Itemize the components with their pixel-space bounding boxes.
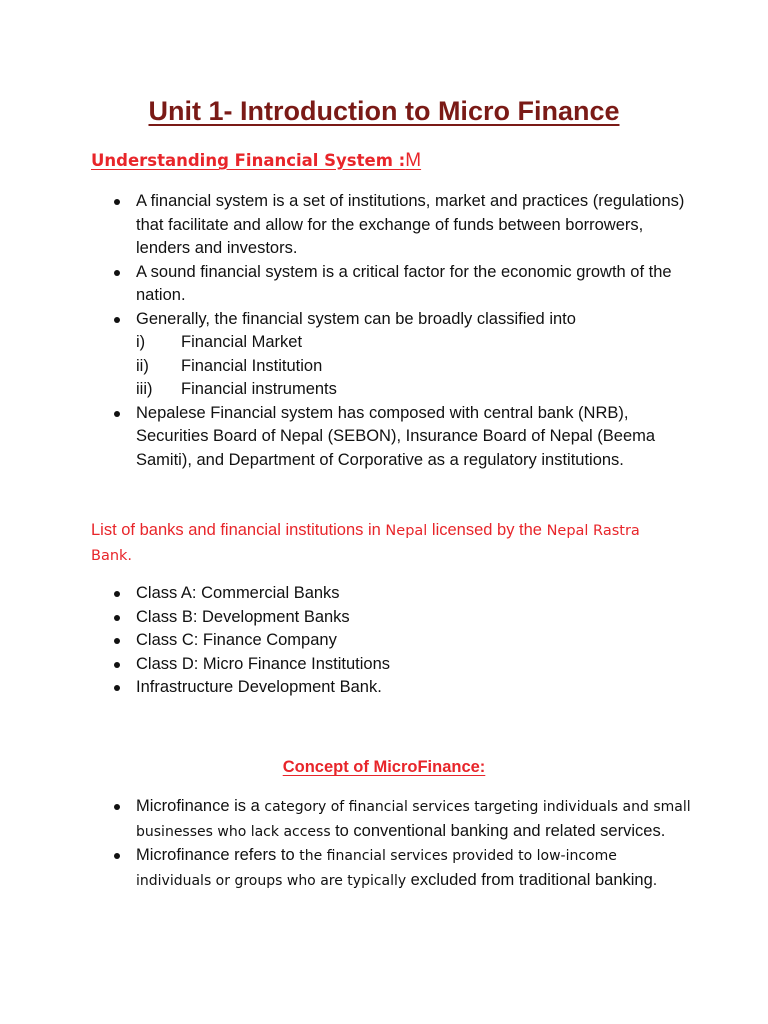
classification-sublist [136,331,696,402]
list-item-text: A sound financial system is a critical factor for the economic growth of the nation. [136,262,672,304]
list-item-text: A financial system is a set of institutions, market and practices (regulations) that facilitate and allow for the exchange of funds between borrowers, lenders and investors. [136,192,685,257]
bullet-icon [114,615,120,621]
sublist-number: iii) [136,380,153,398]
sublist-label: Financial instruments [181,380,337,398]
sublist-number: ii) [136,356,149,375]
intro-nepal: Nepal [385,523,428,539]
bullet-icon [114,638,120,644]
list-item-text: Infrastructure Development Bank. [136,678,382,696]
list-item-text: Class C: Finance Company [136,631,337,649]
section-heading-text: Understanding Financial System : [91,151,406,170]
document-title: Unit 1- Introduction to Micro Finance [148,96,620,126]
bullet-icon [114,317,120,323]
list-item-text: excluded from traditional banking [410,870,653,889]
list-item [0,653,696,677]
list-item-text: Generally, the financial system can be broadly classified into [136,309,576,328]
list-item [0,795,696,844]
list-item [0,190,696,261]
bullet-icon [114,591,120,597]
list-item-text: Class B: Development Banks [136,607,350,626]
list-item-text: Microfinance is a [136,797,265,815]
bank-classes-list [0,582,696,700]
list-item-text: Class D: Micro Finance Institutions [136,654,391,673]
bullet-icon [114,270,120,276]
sublist-item [136,378,696,402]
intro-period: . [127,548,133,564]
sublist-number: i) [136,333,146,351]
list-item [0,261,696,308]
list-item-text: Nepalese Financial system has composed with central bank (NRB), Securities Board of Nepal (SEBON), Insurance Board of Nepal (Beema Samiti), and Department of Corporative as a regulatory institutions. [136,403,656,469]
sublist-label: Financial Market [181,333,303,351]
list-item [0,629,696,653]
sublist-item [136,331,696,355]
list-item-text: Class A: Commercial Banks [136,584,340,602]
section-heading-financial-system [91,150,421,172]
bullet-icon [114,199,120,205]
list-item [0,844,696,893]
list-item [0,606,696,630]
sublist-label: Financial Institution [181,356,323,375]
list-item [0,676,696,700]
sublist-item [136,355,696,379]
list-item-text: to conventional banking and related services. [335,821,666,840]
list-item-text: category of financial services targeting individuals and small businesses who lack access [136,799,691,840]
intro-nepal-rastra-bank: Nepal Rastra Bank [91,523,640,564]
intro-text: licensed by the [427,521,547,539]
financial-system-list [0,190,696,472]
bullet-icon [114,662,120,668]
bullet-icon [114,411,120,417]
section-heading-microfinance: Concept of MicroFinance: [282,758,486,776]
list-item [0,308,696,402]
list-item-text: the financial services provided to low-income individuals or groups who are typically [136,848,617,889]
list-item [0,582,696,606]
bullet-icon [114,853,120,859]
bullet-icon [114,804,120,810]
microfinance-list [0,795,696,893]
bank-list-intro [91,518,671,568]
bullet-icon [114,685,120,691]
list-item-text: . [652,872,658,889]
intro-text: List of banks and financial institutions in [91,521,386,539]
list-item-text: Microfinance refers to [136,846,300,864]
section-heading-suffix: M [405,150,422,171]
list-item [0,402,696,473]
